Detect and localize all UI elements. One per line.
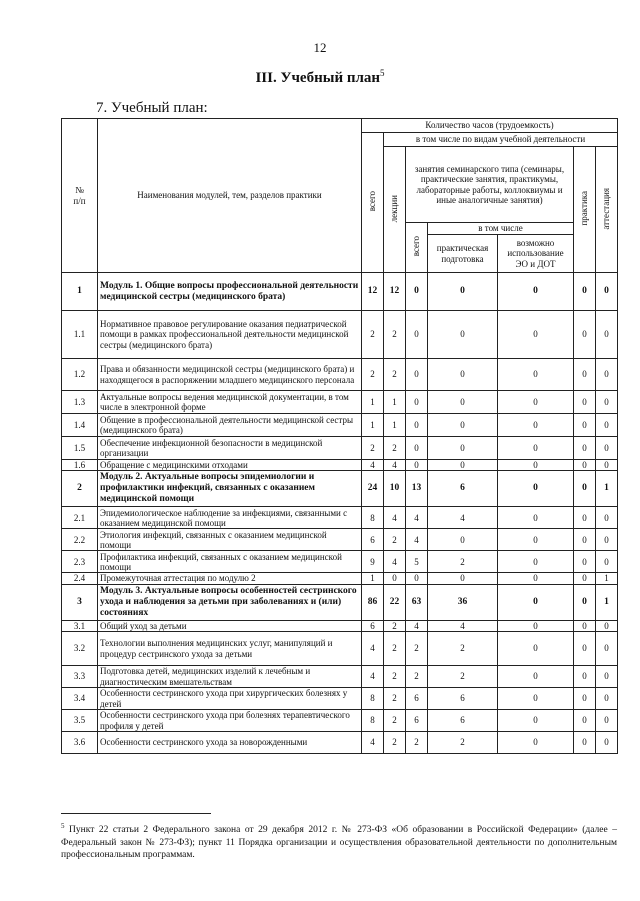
cell-num: 1.4 <box>62 414 98 437</box>
cell-sem: 13 <box>406 471 428 507</box>
topic-row <box>62 710 618 732</box>
cell-eo: 0 <box>498 584 574 620</box>
section-title-text: III. Учебный план <box>255 70 381 86</box>
header-practical-training: практическая подготовка <box>428 235 498 273</box>
topic-row <box>62 391 618 414</box>
cell-name: Промежуточная аттестация по модулю 2 <box>98 573 362 584</box>
cell-total: 1 <box>362 414 384 437</box>
header-attestation <box>596 147 618 273</box>
cell-lec: 2 <box>384 529 406 551</box>
cell-prac: 0 <box>574 471 596 507</box>
module-row <box>62 273 618 311</box>
cell-total: 2 <box>362 311 384 359</box>
cell-lec: 2 <box>384 732 406 754</box>
cell-sem: 0 <box>406 414 428 437</box>
cell-pp: 6 <box>428 688 498 710</box>
header-num: № п/п <box>62 119 98 273</box>
cell-prac: 0 <box>574 311 596 359</box>
cell-pp: 6 <box>428 710 498 732</box>
cell-lec: 2 <box>384 688 406 710</box>
header-sem-total <box>406 223 428 273</box>
footnote <box>61 822 617 861</box>
cell-pp: 2 <box>428 666 498 688</box>
cell-num: 2.4 <box>62 573 98 584</box>
header-total <box>362 133 384 273</box>
cell-num: 2.2 <box>62 529 98 551</box>
cell-att: 0 <box>596 688 618 710</box>
cell-prac: 0 <box>574 414 596 437</box>
cell-att: 0 <box>596 391 618 414</box>
cell-prac: 0 <box>574 460 596 471</box>
cell-sem: 0 <box>406 437 428 460</box>
topic-row <box>62 460 618 471</box>
cell-pp: 0 <box>428 391 498 414</box>
cell-sem: 0 <box>406 359 428 391</box>
cell-att: 1 <box>596 573 618 584</box>
cell-sem: 63 <box>406 584 428 620</box>
cell-num: 3.4 <box>62 688 98 710</box>
cell-prac: 0 <box>574 584 596 620</box>
cell-name: Обращение с медицинскими отходами <box>98 460 362 471</box>
topic-row <box>62 437 618 460</box>
cell-name: Общение в профессиональной деятельности медицинской сестры (медицинского брата) <box>98 414 362 437</box>
cell-att: 0 <box>596 529 618 551</box>
cell-total: 8 <box>362 710 384 732</box>
cell-total: 24 <box>362 471 384 507</box>
cell-lec: 4 <box>384 507 406 529</box>
cell-pp: 4 <box>428 507 498 529</box>
header-total-text: всего <box>367 191 378 212</box>
cell-prac: 0 <box>574 551 596 573</box>
cell-name: Модуль 1. Общие вопросы профессиональной деятельности медицинской сестры (медицинского брата) <box>98 273 362 311</box>
cell-eo: 0 <box>498 414 574 437</box>
cell-sem: 6 <box>406 688 428 710</box>
cell-att: 0 <box>596 732 618 754</box>
cell-sem: 0 <box>406 573 428 584</box>
cell-eo: 0 <box>498 460 574 471</box>
cell-num: 3.1 <box>62 620 98 631</box>
cell-total: 6 <box>362 620 384 631</box>
cell-att: 0 <box>596 507 618 529</box>
header-incl: в том числе <box>428 223 574 235</box>
cell-num: 2.3 <box>62 551 98 573</box>
cell-total: 86 <box>362 584 384 620</box>
cell-lec: 10 <box>384 471 406 507</box>
cell-pp: 0 <box>428 529 498 551</box>
cell-pp: 4 <box>428 620 498 631</box>
cell-eo: 0 <box>498 471 574 507</box>
cell-sem: 4 <box>406 620 428 631</box>
cell-total: 8 <box>362 688 384 710</box>
cell-total: 1 <box>362 391 384 414</box>
cell-lec: 4 <box>384 551 406 573</box>
topic-row <box>62 551 618 573</box>
cell-eo: 0 <box>498 620 574 631</box>
topic-row <box>62 620 618 631</box>
cell-num: 3 <box>62 584 98 620</box>
cell-num: 3.6 <box>62 732 98 754</box>
cell-att: 0 <box>596 273 618 311</box>
header-distance-learning: возможно использование ЭО и ДОТ <box>498 235 574 273</box>
cell-name: Общий уход за детьми <box>98 620 362 631</box>
cell-sem: 4 <box>406 507 428 529</box>
cell-lec: 22 <box>384 584 406 620</box>
cell-lec: 2 <box>384 710 406 732</box>
cell-sem: 6 <box>406 710 428 732</box>
cell-pp: 6 <box>428 471 498 507</box>
table-caption: 7. Учебный план: <box>96 100 208 116</box>
cell-pp: 0 <box>428 273 498 311</box>
topic-row <box>62 632 618 666</box>
cell-pp: 0 <box>428 573 498 584</box>
header-practice <box>574 147 596 273</box>
cell-pp: 2 <box>428 551 498 573</box>
cell-eo: 0 <box>498 632 574 666</box>
footnote-divider <box>61 813 211 814</box>
cell-pp: 0 <box>428 414 498 437</box>
cell-name: Особенности сестринского ухода за новорожденными <box>98 732 362 754</box>
header-practice-text: практика <box>579 191 590 226</box>
cell-prac: 0 <box>574 573 596 584</box>
cell-prac: 0 <box>574 732 596 754</box>
cell-total: 2 <box>362 437 384 460</box>
cell-lec: 2 <box>384 632 406 666</box>
cell-att: 0 <box>596 710 618 732</box>
cell-att: 0 <box>596 437 618 460</box>
cell-att: 0 <box>596 311 618 359</box>
cell-lec: 2 <box>384 311 406 359</box>
header-sem-total-text: всего <box>411 236 422 257</box>
cell-att: 0 <box>596 414 618 437</box>
cell-pp: 0 <box>428 311 498 359</box>
topic-row <box>62 359 618 391</box>
header-seminars: занятия семинарского типа (семинары, практические занятия, практикумы, лабораторные работы, коллоквиумы и иные аналогичные занятия) <box>406 147 574 223</box>
cell-prac: 0 <box>574 632 596 666</box>
cell-att: 1 <box>596 471 618 507</box>
module-row <box>62 584 618 620</box>
cell-prac: 0 <box>574 359 596 391</box>
cell-prac: 0 <box>574 710 596 732</box>
module-row <box>62 471 618 507</box>
cell-name: Особенности сестринского ухода при хирургических болезнях у детей <box>98 688 362 710</box>
cell-total: 8 <box>362 507 384 529</box>
cell-eo: 0 <box>498 710 574 732</box>
cell-name: Нормативное правовое регулирование оказания педиатрической помощи в рамках профессиональной деятельности медицинской сестры (медицинского брата) <box>98 311 362 359</box>
cell-sem: 0 <box>406 391 428 414</box>
cell-sem: 0 <box>406 460 428 471</box>
cell-prac: 0 <box>574 666 596 688</box>
cell-num: 1.6 <box>62 460 98 471</box>
cell-name: Подготовка детей, медицинских изделий к лечебным и диагностическим вмешательствам <box>98 666 362 688</box>
cell-total: 4 <box>362 632 384 666</box>
cell-num: 1.3 <box>62 391 98 414</box>
cell-lec: 1 <box>384 391 406 414</box>
cell-total: 12 <box>362 273 384 311</box>
cell-total: 2 <box>362 359 384 391</box>
cell-lec: 2 <box>384 437 406 460</box>
cell-name: Технологии выполнения медицинских услуг, манипуляций и процедур сестринского ухода за детьми <box>98 632 362 666</box>
cell-att: 0 <box>596 359 618 391</box>
cell-num: 3.3 <box>62 666 98 688</box>
cell-name: Эпидемиологическое наблюдение за инфекциями, связанными с оказанием медицинской помощи <box>98 507 362 529</box>
cell-prac: 0 <box>574 273 596 311</box>
header-hours-total: Количество часов (трудоемкость) <box>362 119 618 133</box>
cell-eo: 0 <box>498 437 574 460</box>
topic-row <box>62 414 618 437</box>
cell-eo: 0 <box>498 688 574 710</box>
footnote-ref: 5 <box>380 68 385 78</box>
cell-eo: 0 <box>498 359 574 391</box>
cell-total: 9 <box>362 551 384 573</box>
header-incl-activities: в том числе по видам учебной деятельности <box>384 133 618 147</box>
cell-sem: 0 <box>406 273 428 311</box>
section-title <box>0 68 640 87</box>
cell-lec: 12 <box>384 273 406 311</box>
cell-prac: 0 <box>574 620 596 631</box>
cell-total: 1 <box>362 573 384 584</box>
cell-num: 1.1 <box>62 311 98 359</box>
cell-att: 0 <box>596 620 618 631</box>
cell-lec: 2 <box>384 620 406 631</box>
topic-row <box>62 573 618 584</box>
cell-att: 0 <box>596 632 618 666</box>
cell-total: 6 <box>362 529 384 551</box>
cell-lec: 1 <box>384 414 406 437</box>
cell-prac: 0 <box>574 529 596 551</box>
cell-eo: 0 <box>498 273 574 311</box>
topic-row <box>62 529 618 551</box>
header-attestation-text: аттестация <box>601 187 612 230</box>
cell-sem: 2 <box>406 732 428 754</box>
cell-num: 1.5 <box>62 437 98 460</box>
cell-name: Права и обязанности медицинской сестры (медицинского брата) и находящегося в распоряжении младшего медицинского персонала <box>98 359 362 391</box>
cell-eo: 0 <box>498 732 574 754</box>
topic-row <box>62 732 618 754</box>
topic-row <box>62 507 618 529</box>
cell-eo: 0 <box>498 666 574 688</box>
footnote-mark: 5 <box>61 822 65 830</box>
footnote-text: Пункт 22 статьи 2 Федерального закона от 29 декабря 2012 г. № 273-ФЗ «Об образовании в Российской Федерации» (далее – Федеральный закон № 273-ФЗ); пункт 11 Порядка организации и осуществления образовательной деятельности по дополнительным профессиональным программам. <box>61 825 617 860</box>
cell-name: Модуль 3. Актуальные вопросы особенностей сестринского ухода и наблюдения за детьми при заболеваниях и (или) состояниях <box>98 584 362 620</box>
cell-name: Профилактика инфекций, связанных с оказанием медицинской помощи <box>98 551 362 573</box>
curriculum-table <box>61 118 618 754</box>
cell-name: Этиология инфекций, связанных с оказанием медицинской помощи <box>98 529 362 551</box>
cell-num: 1.2 <box>62 359 98 391</box>
cell-num: 3.2 <box>62 632 98 666</box>
cell-total: 4 <box>362 732 384 754</box>
cell-prac: 0 <box>574 688 596 710</box>
cell-att: 1 <box>596 584 618 620</box>
cell-pp: 2 <box>428 732 498 754</box>
cell-eo: 0 <box>498 529 574 551</box>
cell-num: 3.5 <box>62 710 98 732</box>
cell-num: 2.1 <box>62 507 98 529</box>
cell-sem: 2 <box>406 666 428 688</box>
cell-att: 0 <box>596 460 618 471</box>
header-lectures-text: лекции <box>389 194 400 222</box>
cell-lec: 2 <box>384 666 406 688</box>
cell-pp: 2 <box>428 632 498 666</box>
cell-prac: 0 <box>574 437 596 460</box>
curriculum-table-body <box>62 273 618 754</box>
cell-eo: 0 <box>498 507 574 529</box>
cell-sem: 0 <box>406 311 428 359</box>
cell-pp: 0 <box>428 460 498 471</box>
cell-att: 0 <box>596 551 618 573</box>
cell-sem: 4 <box>406 529 428 551</box>
cell-prac: 0 <box>574 507 596 529</box>
cell-prac: 0 <box>574 391 596 414</box>
cell-eo: 0 <box>498 391 574 414</box>
cell-pp: 36 <box>428 584 498 620</box>
cell-total: 4 <box>362 460 384 471</box>
page-number: 12 <box>313 40 327 55</box>
cell-att: 0 <box>596 666 618 688</box>
cell-num: 1 <box>62 273 98 311</box>
cell-name: Актуальные вопросы ведения медицинской документации, в том числе в электронной форме <box>98 391 362 414</box>
cell-total: 4 <box>362 666 384 688</box>
cell-lec: 0 <box>384 573 406 584</box>
topic-row <box>62 311 618 359</box>
header-name: Наименования модулей, тем, разделов практики <box>98 119 362 273</box>
cell-sem: 2 <box>406 632 428 666</box>
cell-pp: 0 <box>428 359 498 391</box>
cell-name: Особенности сестринского ухода при болезнях терапевтического профиля у детей <box>98 710 362 732</box>
header-lectures <box>384 147 406 273</box>
cell-lec: 4 <box>384 460 406 471</box>
cell-eo: 0 <box>498 573 574 584</box>
cell-eo: 0 <box>498 311 574 359</box>
cell-eo: 0 <box>498 551 574 573</box>
cell-num: 2 <box>62 471 98 507</box>
cell-pp: 0 <box>428 437 498 460</box>
cell-name: Модуль 2. Актуальные вопросы эпидемиологии и профилактики инфекций, связанных с оказанием медицинской помощи <box>98 471 362 507</box>
cell-sem: 5 <box>406 551 428 573</box>
cell-lec: 2 <box>384 359 406 391</box>
cell-name: Обеспечение инфекционной безопасности в медицинской организации <box>98 437 362 460</box>
topic-row <box>62 688 618 710</box>
topic-row <box>62 666 618 688</box>
